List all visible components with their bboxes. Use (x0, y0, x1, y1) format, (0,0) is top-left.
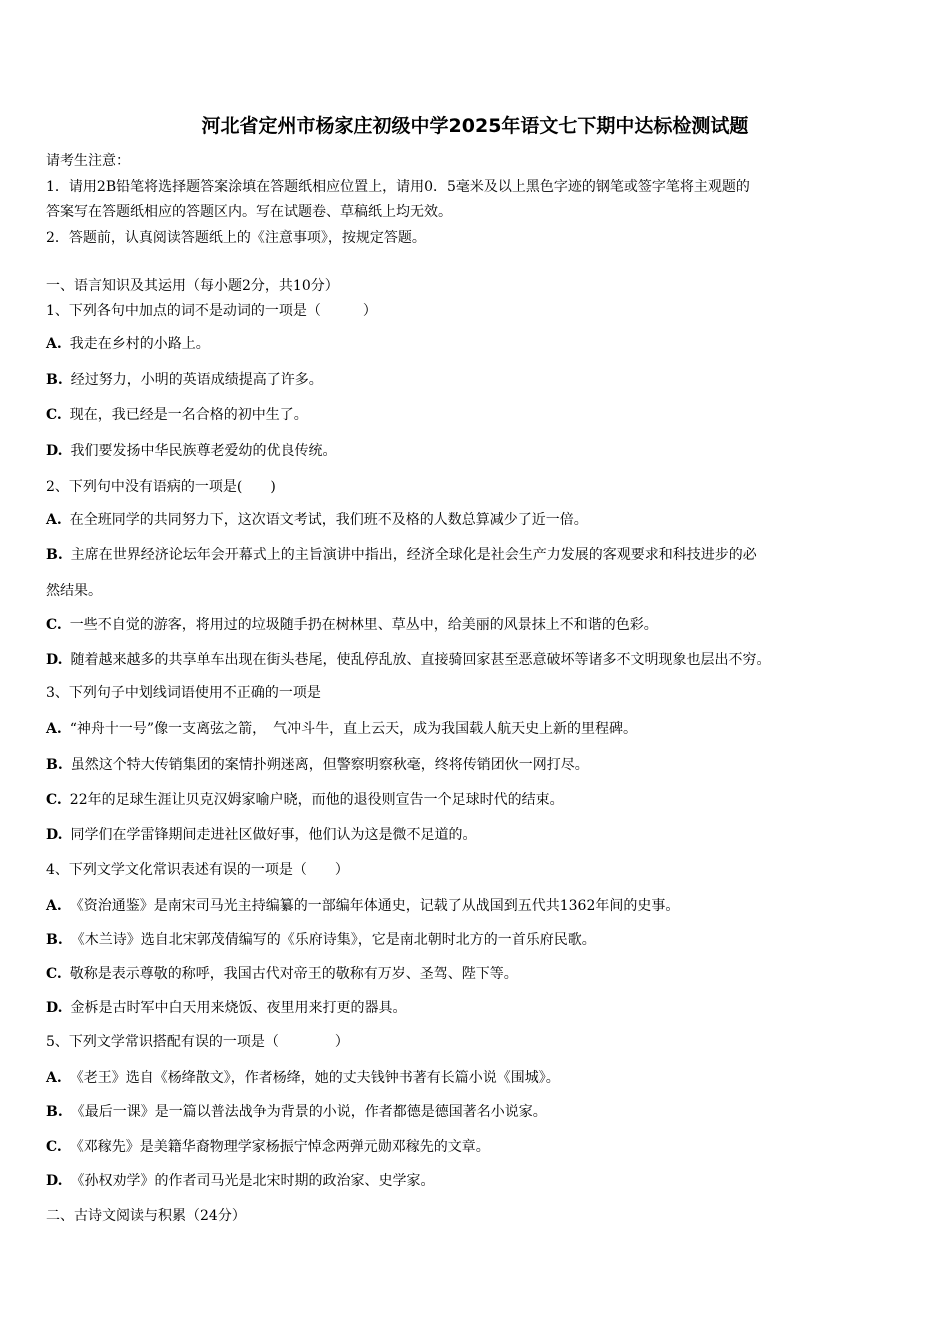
option-text: 《老王》选自《杨绛散文》，作者杨绛，她的丈夫钱钟书著有长篇小说《围城》。 (69, 1070, 560, 1086)
option-text: 经过努力，小明的英语成绩提高了许多。 (70, 372, 323, 388)
option-key: A. (46, 336, 62, 352)
question-1-stem: 1、下列各句中加点的词不是动词的一项是（ ） (46, 303, 377, 319)
question-3-option-d (46, 825, 906, 845)
option-key: D. (46, 1173, 63, 1189)
option-text: 随着越来越多的共享单车出现在街头巷尾，使乱停乱放、直接骑回家甚至恶意破坏等诸多不文明现象也层出不穷。 (70, 652, 771, 668)
option-key: D. (46, 1000, 63, 1016)
option-text: 在全班同学的共同努力下，这次语文考试，我们班不及格的人数总算减少了近一倍。 (69, 512, 588, 528)
option-text: 敬称是表示尊敬的称呼，我国古代对帝王的敬称有万岁、圣驾、陛下等。 (69, 966, 518, 982)
question-5-option-c (46, 1137, 906, 1157)
option-key: B. (46, 1104, 63, 1120)
question-4-option-c (46, 964, 906, 984)
question-2-option-a (46, 510, 906, 530)
question-3-stem: 3、下列句子中划线词语使用不正确的一项是 (46, 685, 321, 701)
option-key: B. (46, 547, 63, 563)
question-1-option-c (46, 405, 906, 425)
question-1-option-b (46, 370, 906, 390)
option-text: 《最后一课》是一篇以普法战争为背景的小说，作者都德是德国著名小说家。 (70, 1104, 547, 1120)
option-text: 现在，我已经是一名合格的初中生了。 (69, 407, 308, 423)
section-heading-2: 二、古诗文阅读与积累（24分） (46, 1208, 246, 1224)
option-key: C. (46, 966, 62, 982)
question-5-stem: 5、下列文学常识搭配有误的一项是（ ） (46, 1034, 349, 1050)
option-text: 一些不自觉的游客，将用过的垃圾随手扔在树林里、草丛中，给美丽的风景抹上不和谐的色彩。 (69, 617, 658, 633)
option-key: A. (46, 1070, 62, 1086)
question-5-option-b (46, 1102, 906, 1122)
question-2-option-d (46, 650, 906, 670)
option-text: 我们要发扬中华民族尊老爱幼的优良传统。 (70, 443, 337, 459)
question-4-option-d (46, 998, 906, 1018)
option-key: C. (46, 1139, 62, 1155)
option-text: 22年的足球生涯让贝克汉姆家喻户晓，而他的退役则宣告一个足球时代的结束。 (69, 792, 564, 808)
option-text: “神舟十一号”像一支离弦之箭， 气冲斗牛，直上云天，成为我国载人航天史上新的里程碑。 (69, 721, 638, 737)
option-text: 虽然这个特大传销集团的案情扑朔迷离，但警察明察秋毫，终将传销团伙一网打尽。 (70, 757, 589, 773)
question-4-stem: 4、下列文学文化常识表述有误的一项是（ ） (46, 862, 349, 878)
option-key: C. (46, 617, 62, 633)
notice-heading: 请考生注意： (46, 153, 130, 169)
option-key: A. (46, 721, 62, 737)
option-text: 《孙权劝学》的作者司马光是北宋时期的政治家、史学家。 (70, 1173, 435, 1189)
question-3-option-a (46, 719, 906, 739)
question-3-option-b (46, 755, 906, 775)
option-text: 《木兰诗》选自北宋郭茂倩编写的《乐府诗集》，它是南北朝时北方的一首乐府民歌。 (70, 932, 596, 948)
page-title: 河北省定州市杨家庄初级中学2025年语文七下期中达标检测试题 (201, 115, 749, 137)
notice-item-1-cont: 答案写在答题纸相应的答题区内。写在试题卷、草稿纸上均无效。 (46, 204, 452, 220)
question-2-option-b (46, 545, 906, 565)
option-text: 同学们在学雷锋期间走进社区做好事，他们认为这是微不足道的。 (70, 827, 477, 843)
option-text: 《资治通鉴》是南宋司马光主持编纂的一部编年体通史，记载了从战国到五代共1362年间的史事。 (69, 898, 680, 914)
option-key: D. (46, 827, 63, 843)
option-text: 金柝是古时军中白天用来烧饭、夜里用来打更的器具。 (70, 1000, 407, 1016)
option-key: A. (46, 898, 62, 914)
section-heading-1: 一、语言知识及其运用（每小题2分，共10分） (46, 278, 339, 294)
option-key: C. (46, 407, 62, 423)
option-text: 主席在世界经济论坛年会开幕式上的主旨演讲中指出，经济全球化是社会生产力发展的客观要求和科技进步的必 (70, 547, 757, 563)
question-1-option-d (46, 441, 906, 461)
question-2-stem: 2、下列句中没有语病的一项是( ) (46, 479, 276, 495)
question-5-option-a (46, 1068, 906, 1088)
question-2-option-b-cont: 然结果。 (46, 583, 102, 599)
option-text: 《邓稼先》是美籍华裔物理学家杨振宁悼念两弹元勋邓稼先的文章。 (69, 1139, 490, 1155)
question-5-option-d (46, 1171, 906, 1191)
question-3-option-c (46, 790, 906, 810)
notice-item-1: 1．请用2B铅笔将选择题答案涂填在答题纸相应位置上，请用0．5毫米及以上黑色字迹的钢笔或签字笔将主观题的 (46, 179, 750, 195)
option-key: D. (46, 443, 63, 459)
option-key: B. (46, 757, 63, 773)
option-key: A. (46, 512, 62, 528)
question-4-option-a (46, 896, 906, 916)
question-2-option-c (46, 615, 906, 635)
notice-item-2: 2．答题前，认真阅读答题纸上的《注意事项》，按规定答题。 (46, 230, 426, 246)
question-4-option-b (46, 930, 906, 950)
option-key: D. (46, 652, 63, 668)
option-key: C. (46, 792, 62, 808)
option-key: B. (46, 372, 63, 388)
option-text: 我走在乡村的小路上。 (69, 336, 210, 352)
option-key: B. (46, 932, 63, 948)
question-1-option-a (46, 334, 906, 354)
